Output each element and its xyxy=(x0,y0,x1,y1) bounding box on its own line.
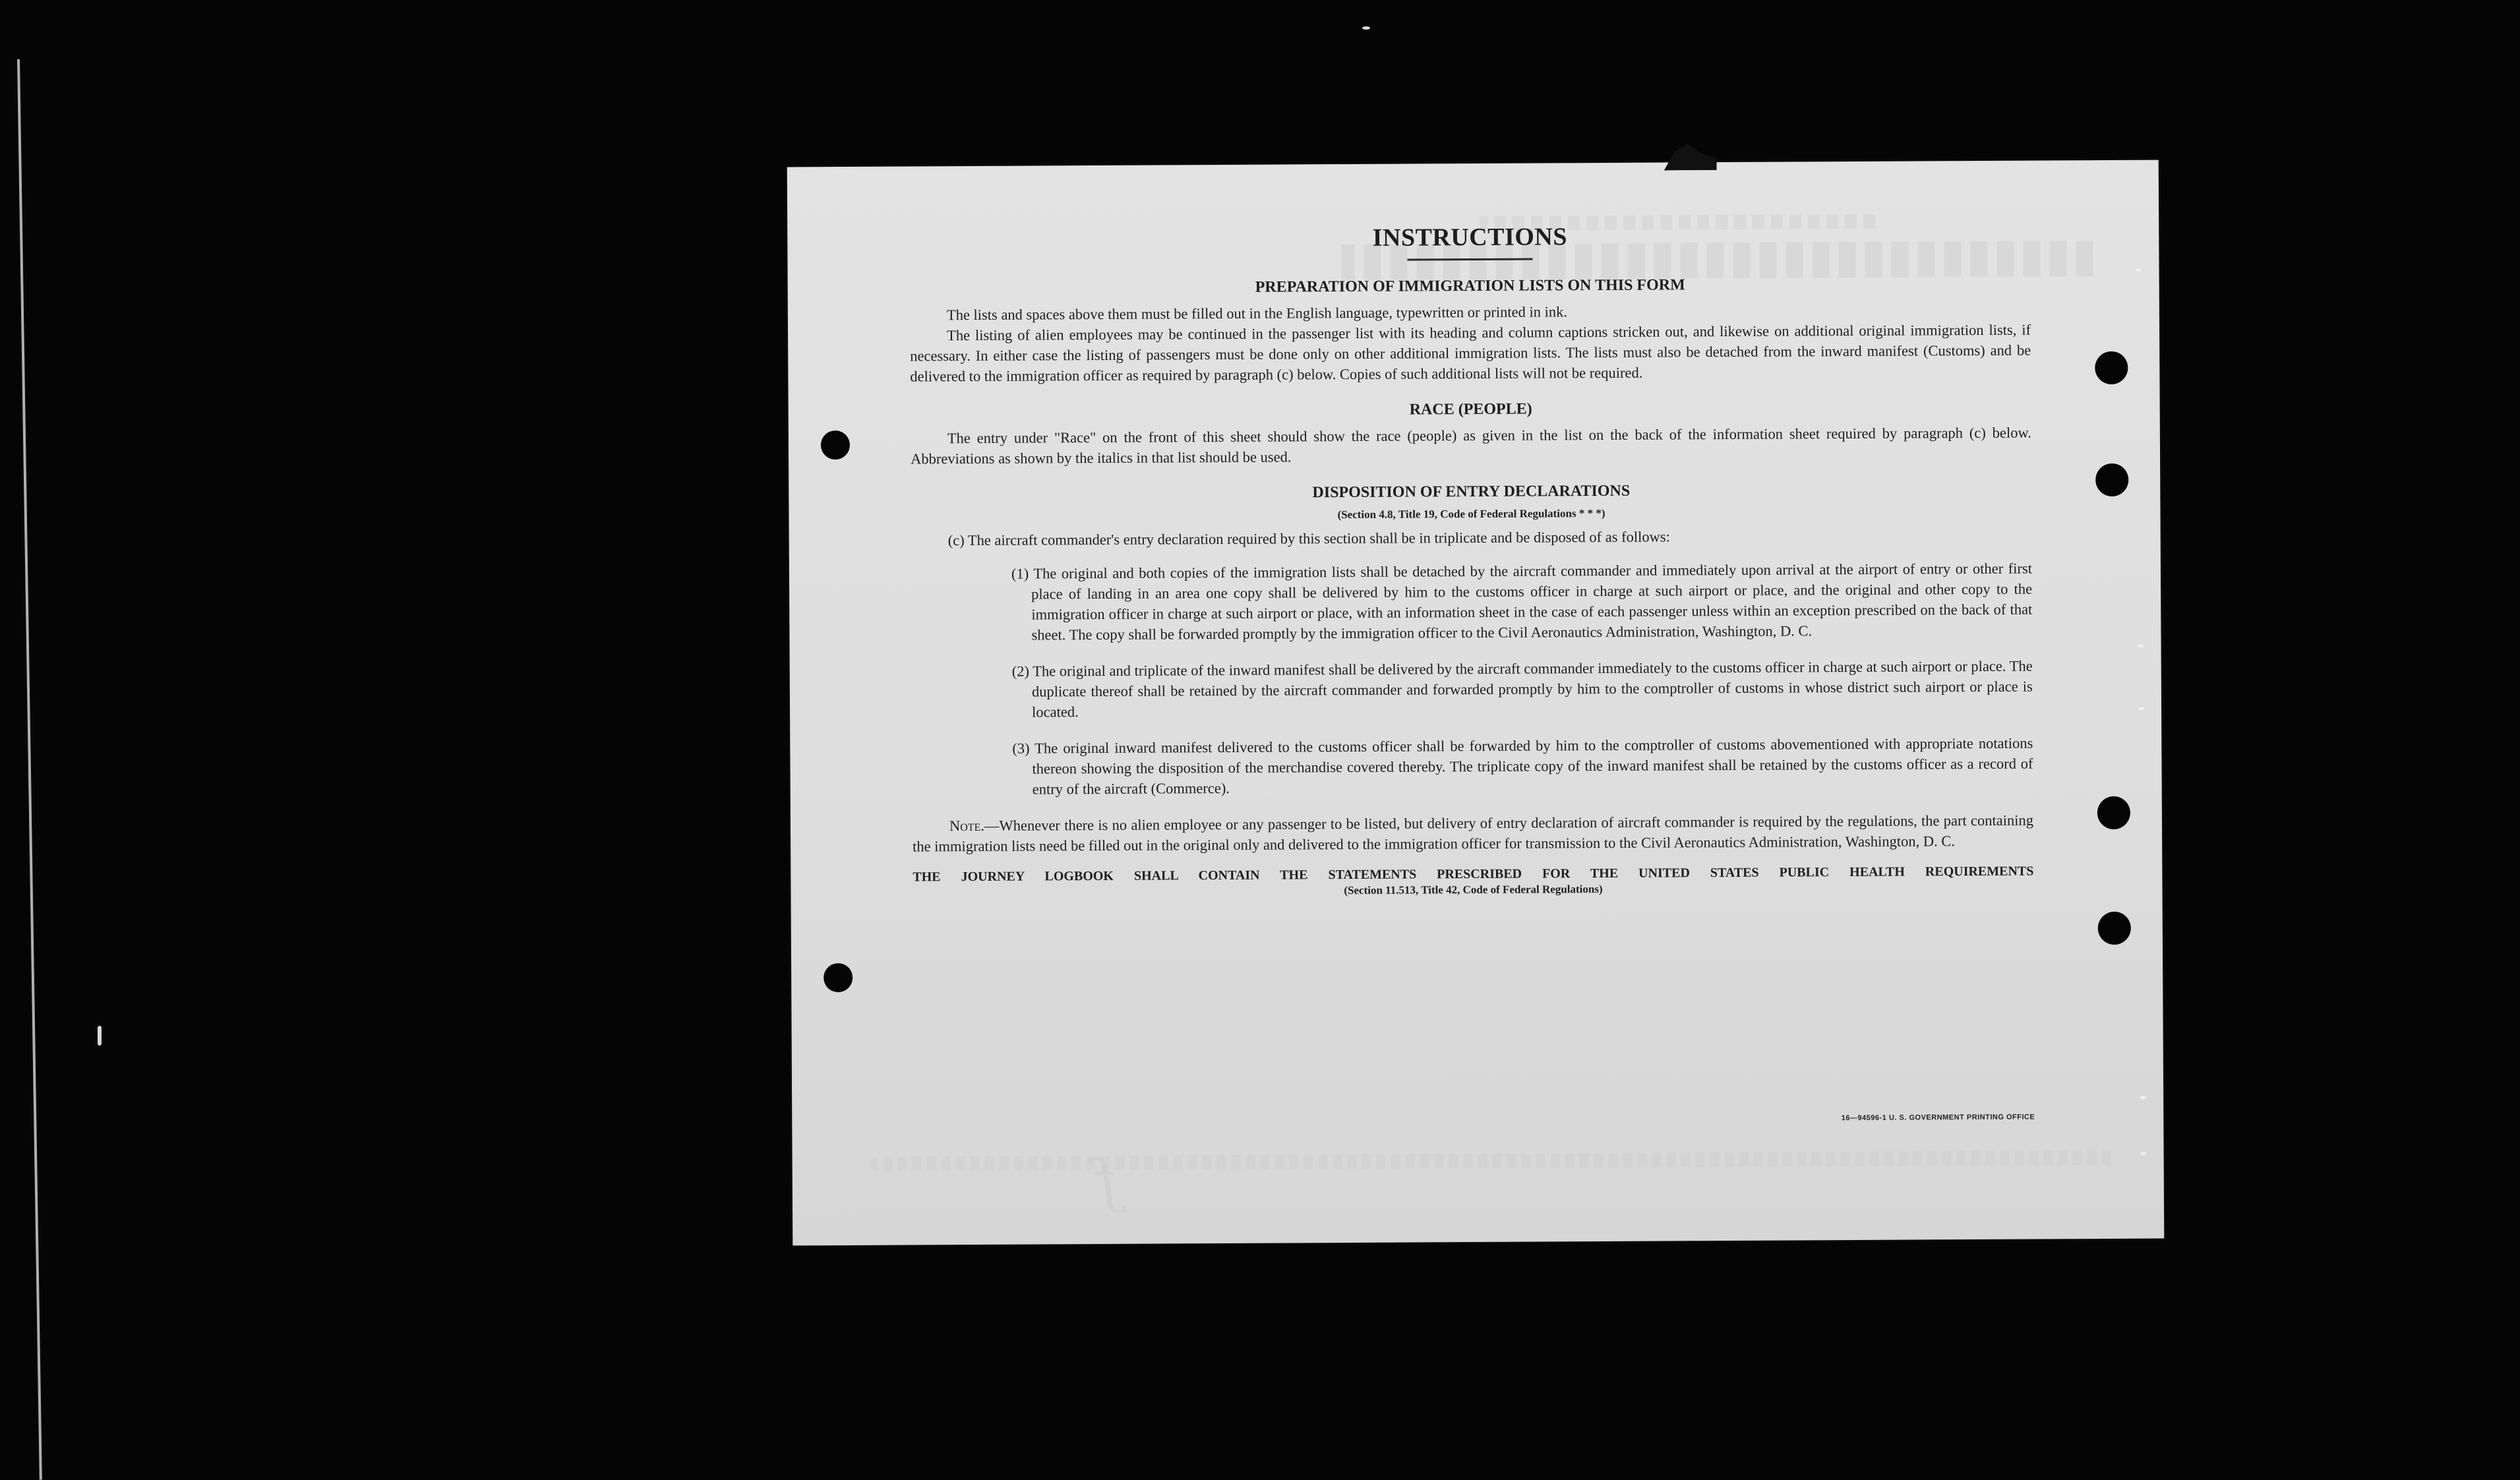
document-sheet xyxy=(787,160,2165,1246)
punch-hole xyxy=(824,963,853,992)
logbook-statement: THE JOURNEY LOGBOOK SHALL CONTAIN THE STATEMENTS PRESCRIBED FOR THE UNITED STATES PUBLIC HEALTH REQUIREMENTS xyxy=(913,864,2034,885)
disposition-item-2: (2) The original and triplicate of the inward manifest shall be delivered by the aircraft commander immediately to the customs officer in charge at such airport or place. The duplicate thereof shall be retained by the aircraft commander and forwarded promptly by him to the comptroller of customs in whose district such airport or place is located. xyxy=(1011,657,2033,721)
film-speck xyxy=(1362,26,1370,30)
edge-mark xyxy=(2140,1096,2145,1099)
punch-hole xyxy=(2098,912,2131,945)
note-text: —Whenever there is no alien employee or any passenger to be listed, but delivery of entry declaration of aircraft commander is required by the regulations, the part containing the immigration lists need be filled out in the original only and delivered to the immigration officer for transmission to the Civil Aeronautics Administration, Washington, D. C. xyxy=(913,812,2034,855)
bleed-through-line xyxy=(872,1150,2111,1171)
preparation-heading: PREPARATION OF IMMIGRATION LISTS ON THIS FORM xyxy=(1255,276,1685,296)
edge-mark xyxy=(2138,645,2144,647)
note-label: Note. xyxy=(949,817,985,835)
edge-mark xyxy=(2141,1152,2146,1155)
race-paragraph: The entry under "Race" on the front of this sheet should show the race (people) as given in the list on the back of the information sheet required by paragraph (c) below. Abbreviations as shown by the italics in that list should be used. xyxy=(910,424,2031,467)
paragraph-c: (c) The aircraft commander's entry declaration required by this section shall be in triplicate and be disposed of as follows: xyxy=(947,528,1670,549)
printing-office-code: 16—94596-1 U. S. GOVERNMENT PRINTING OFFICE xyxy=(1841,1113,2035,1123)
document-title: INSTRUCTIONS xyxy=(1372,223,1568,252)
title-underline xyxy=(1407,258,1532,261)
punch-hole xyxy=(821,430,850,459)
note-paragraph xyxy=(913,810,2033,857)
disposition-item-1: (1) The original and both copies of the immigration lists shall be detached by the aircraft commander and immediately upon arrival at the airport of entry or other first place of landing in an area one copy shall be delivered by him to the customs officer in charge at such airport or place, and the original and other copy to the immigration officer in charge at such airport or place, with an information sheet in the case of each passenger unless within an exception prescribed on the back of that sheet. The copy shall be forwarded promptly by the immigration officer to the Civil Aeronautics Administration, Washington, D. C. xyxy=(1011,560,2033,643)
edge-mark xyxy=(2138,707,2144,710)
faint-signature-bleed-through: ƒ xyxy=(1094,1147,1119,1216)
punch-hole xyxy=(2095,351,2128,384)
preparation-paragraph-2: The listing of alien employees may be continued in the passenger list with its heading and column captions stricken out, and likewise on additional original immigration lists, if necessary. In either case the listing of passengers must be done only on other additional immigration lists. The lists must also be detached from the inward manifest (Customs) and be delivered to the immigration officer as required by paragraph (c) below. Copies of such additional lists will not be required. xyxy=(910,321,2031,385)
punch-hole xyxy=(2095,463,2128,496)
instructions-text xyxy=(909,220,2035,1123)
film-speck xyxy=(98,1026,102,1046)
disposition-heading: DISPOSITION OF ENTRY DECLARATIONS xyxy=(1312,482,1631,502)
torn-edge xyxy=(1664,144,1717,170)
preparation-paragraph-1: The lists and spaces above them must be filled out in the English language, typewritten or printed in ink. xyxy=(946,303,1568,324)
edge-mark xyxy=(2136,269,2142,272)
film-edge-line xyxy=(17,59,42,1480)
disposition-citation: (Section 4.8, Title 19, Code of Federal Regulations * * *) xyxy=(1337,506,1605,521)
punch-hole xyxy=(2097,796,2130,829)
logbook-citation: (Section 11.513, Title 42, Code of Federal Regulations) xyxy=(1344,882,1603,897)
race-heading: RACE (PEOPLE) xyxy=(1409,400,1532,419)
disposition-item-3: (3) The original inward manifest delivered to the customs officer shall be forwarded by him to the comptroller of customs abovementioned with appropriate notations thereon showing the disposition of the merchandise covered thereby. The triplicate copy of the inward manifest shall be retained by the customs officer as a record of entry of the aircraft (Commerce). xyxy=(1012,734,2033,798)
